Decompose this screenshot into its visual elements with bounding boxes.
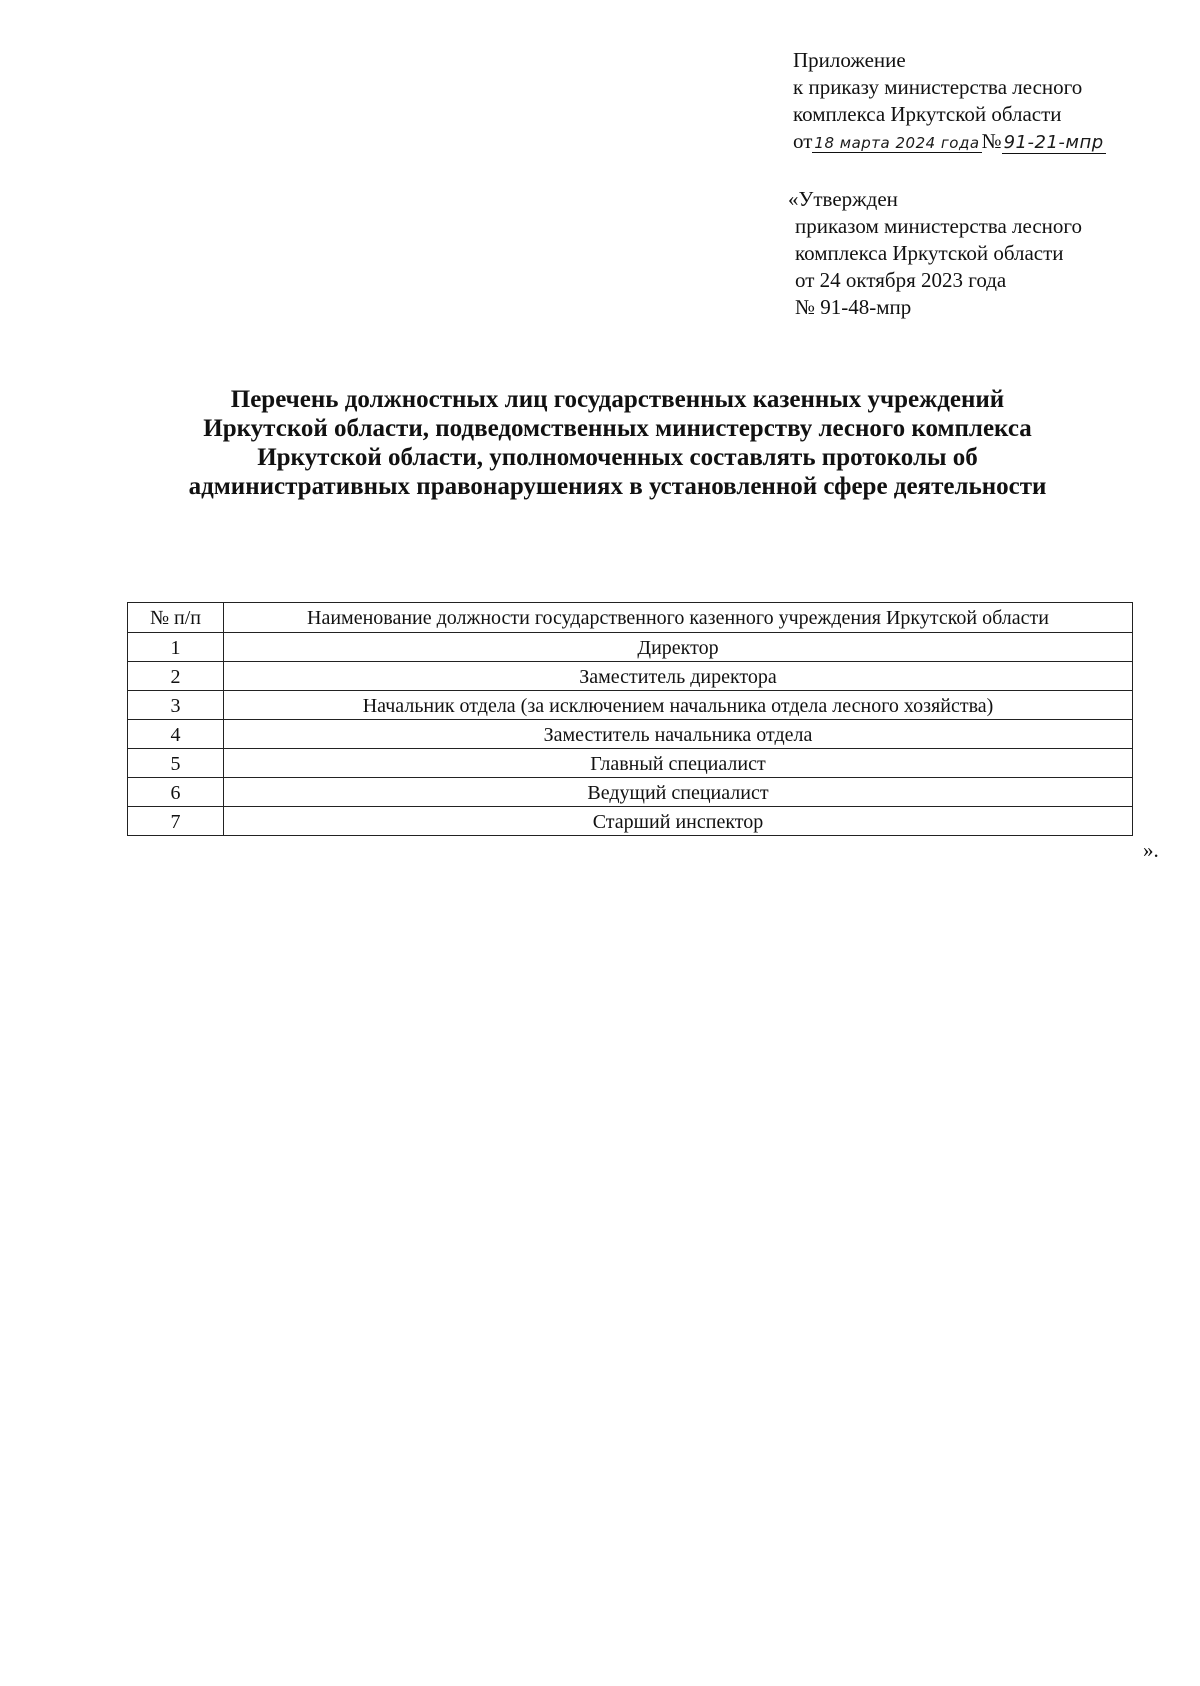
row-number: 1: [128, 633, 224, 662]
title-line-4: административных правонарушениях в установленной сфере деятельности: [188, 473, 1047, 500]
title-line-3: Иркутской области, уполномоченных составлять протоколы об: [257, 444, 978, 471]
title-line-1: Перечень должностных лиц государственных казенных учреждений: [230, 386, 1005, 413]
approval-line-5: № 91-48-мпр: [795, 295, 912, 319]
row-position: Начальник отдела (за исключением начальника отдела лесного хозяйства): [224, 691, 1133, 720]
row-number: 5: [128, 749, 224, 778]
document-title: [125, 385, 1110, 501]
row-number: 4: [128, 720, 224, 749]
table-row: [128, 778, 1133, 807]
closing-quote-mark: ».: [1143, 838, 1159, 862]
appendix-line-3: комплекса Иркутской области: [793, 102, 1062, 126]
header-position-name: Наименование должности государственного казенного учреждения Иркутской области: [224, 603, 1133, 633]
handwritten-number: 91-21-мпр: [1003, 132, 1104, 153]
approval-line-3: комплекса Иркутской области: [795, 241, 1064, 265]
date-prefix: от: [793, 129, 813, 153]
row-number: 3: [128, 691, 224, 720]
row-number: 6: [128, 778, 224, 807]
row-number: 2: [128, 662, 224, 691]
table-header-row: [128, 603, 1133, 633]
header-number: № п/п: [128, 603, 224, 633]
table-row: [128, 691, 1133, 720]
appendix-line-2: к приказу министерства лесного: [793, 75, 1083, 99]
row-position: Заместитель директора: [224, 662, 1133, 691]
table-row: [128, 749, 1133, 778]
row-number: 7: [128, 807, 224, 836]
row-position: Директор: [224, 633, 1133, 662]
approval-line-2: приказом министерства лесного: [795, 214, 1082, 238]
table-row: [128, 807, 1133, 836]
number-prefix: №: [981, 129, 1002, 153]
approval-line-1: «Утвержден: [788, 187, 898, 211]
table-row: [128, 720, 1133, 749]
approval-block: [788, 186, 1082, 321]
appendix-date-line: [793, 128, 1106, 157]
appendix-header: [793, 47, 1106, 157]
positions-table: [127, 602, 1133, 836]
row-position: Ведущий специалист: [224, 778, 1133, 807]
row-position: Главный специалист: [224, 749, 1133, 778]
handwritten-date: 18 марта 2024 года: [814, 134, 980, 152]
row-position: Заместитель начальника отдела: [224, 720, 1133, 749]
row-position: Старший инспектор: [224, 807, 1133, 836]
approval-line-4: от 24 октября 2023 года: [795, 268, 1007, 292]
table-row: [128, 662, 1133, 691]
table-row: [128, 633, 1133, 662]
title-line-2: Иркутской области, подведомственных министерству лесного комплекса: [203, 415, 1032, 442]
appendix-line-1: Приложение: [793, 48, 906, 72]
